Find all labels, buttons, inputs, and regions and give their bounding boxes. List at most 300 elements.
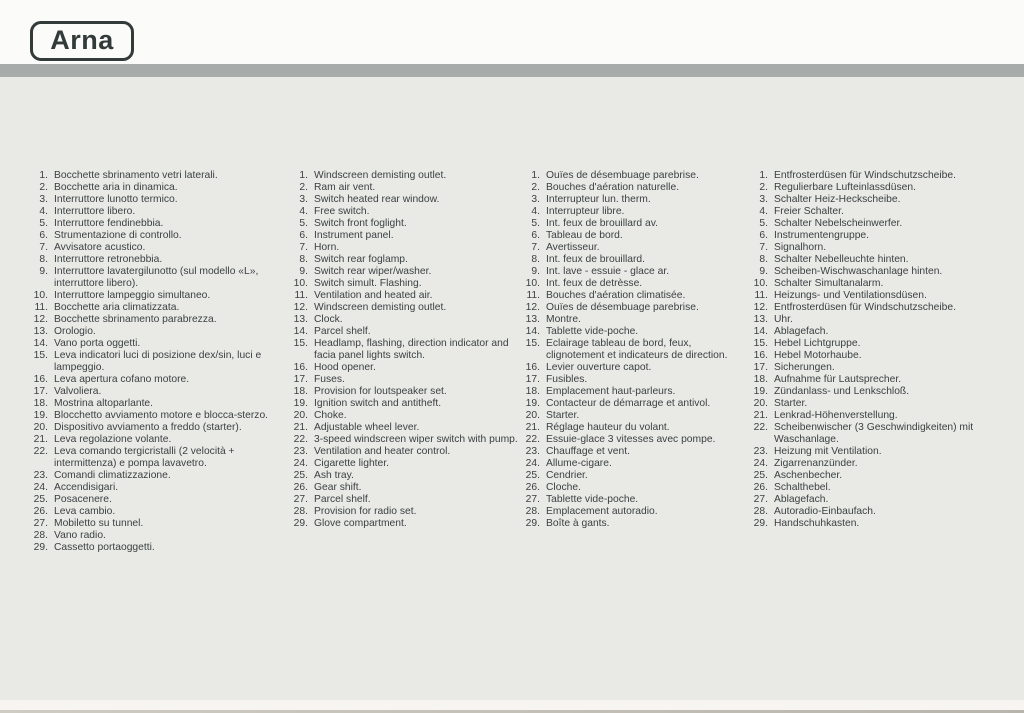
item-text: Interrupteur libre. <box>546 206 625 217</box>
list-item <box>748 290 1012 302</box>
list-item <box>748 194 1012 206</box>
list-item <box>520 290 748 302</box>
item-number: 21. <box>525 422 540 433</box>
list-item <box>288 362 520 374</box>
list-item <box>520 302 748 314</box>
item-text: Ablagefach. <box>774 326 829 337</box>
item-number: 27. <box>525 494 540 505</box>
item-number: 10. <box>33 290 48 301</box>
item-text: Clock. <box>314 314 343 325</box>
item-number: 6. <box>759 230 768 241</box>
list-item <box>288 470 520 482</box>
item-number: 28. <box>293 506 308 517</box>
item-text: Hebel Lichtgruppe. <box>774 338 861 349</box>
item-number: 10. <box>753 278 768 289</box>
list-item <box>288 290 520 302</box>
item-text: Comandi climatizzazione. <box>54 470 171 481</box>
item-number: 18. <box>33 398 48 409</box>
item-number: 7. <box>759 242 768 253</box>
list-item <box>288 182 520 194</box>
item-text: Glove compartment. <box>314 518 407 529</box>
item-text: Leva apertura cofano motore. <box>54 374 190 385</box>
item-number: 2. <box>759 182 768 193</box>
list-item <box>288 314 520 326</box>
item-text: Instrument panel. <box>314 230 394 241</box>
item-text: Interruttore libero. <box>54 206 136 217</box>
list-item <box>520 206 748 218</box>
arna-logo <box>30 21 134 61</box>
item-number: 21. <box>753 410 768 421</box>
list-item <box>748 278 1012 290</box>
list-item <box>520 182 748 194</box>
list-item <box>288 338 520 362</box>
list-item <box>288 374 520 386</box>
list-item <box>520 266 748 278</box>
item-number: 24. <box>525 458 540 469</box>
list-item <box>28 182 282 194</box>
list-item <box>288 230 520 242</box>
item-text: Gear shift. <box>314 482 362 493</box>
item-text: Tableau de bord. <box>546 230 623 241</box>
item-text: Ventilation and heater control. <box>314 446 451 457</box>
list-item <box>288 482 520 494</box>
item-number: 6. <box>39 230 48 241</box>
item-number: 2. <box>531 182 540 193</box>
list-item <box>28 434 282 446</box>
list-item <box>28 302 282 314</box>
item-number: 8. <box>759 254 768 265</box>
item-number: 22. <box>293 434 308 445</box>
item-text: Mobiletto su tunnel. <box>54 518 144 529</box>
item-text: Cloche. <box>546 482 581 493</box>
item-number: 17. <box>293 374 308 385</box>
item-text: Strumentazione di controllo. <box>54 230 182 241</box>
list-item <box>520 278 748 290</box>
item-number: 26. <box>33 506 48 517</box>
list-item <box>28 542 282 554</box>
list-item <box>748 458 1012 470</box>
list-item <box>520 386 748 398</box>
list-item <box>288 422 520 434</box>
list-item <box>28 218 282 230</box>
item-number: 5. <box>299 218 308 229</box>
item-number: 12. <box>525 302 540 313</box>
item-number: 4. <box>759 206 768 217</box>
list-item <box>288 266 520 278</box>
item-number: 15. <box>33 350 48 361</box>
list-item <box>288 506 520 518</box>
item-number: 17. <box>33 386 48 397</box>
item-text: Uhr. <box>774 314 793 325</box>
list-item <box>28 230 282 242</box>
item-text: Bocchette aria climatizzata. <box>54 302 180 313</box>
item-text: Essuie-glace 3 vitesses avec pompe. <box>546 434 716 445</box>
list-item <box>28 482 282 494</box>
item-text: Leva indicatori luci di posizione dex/sin, luci e lampeggio. <box>54 350 262 373</box>
list-item <box>520 494 748 506</box>
item-text: Levier ouverture capot. <box>546 362 652 373</box>
item-text: Zigarrenanzünder. <box>774 458 858 469</box>
list-item <box>288 446 520 458</box>
list-item <box>520 338 748 362</box>
item-text: Free switch. <box>314 206 370 217</box>
item-number: 7. <box>299 242 308 253</box>
item-text: Parcel shelf. <box>314 494 371 505</box>
item-text: Tablette vide-poche. <box>546 326 639 337</box>
list-item <box>288 518 520 530</box>
item-number: 1. <box>531 170 540 181</box>
list-item <box>288 458 520 470</box>
divider-bar <box>0 64 1024 77</box>
item-text: Adjustable wheel lever. <box>314 422 420 433</box>
list-item <box>520 194 748 206</box>
item-text: Entfrosterdüsen für Windschutzscheibe. <box>774 170 957 181</box>
item-text: Provision for loutspeaker set. <box>314 386 447 397</box>
list-item <box>748 350 1012 362</box>
item-text: Interruttore retronebbia. <box>54 254 163 265</box>
item-number: 29. <box>525 518 540 529</box>
list-item <box>748 314 1012 326</box>
item-text: Vano radio. <box>54 530 106 541</box>
item-text: Blocchetto avviamento motore e blocca-sterzo. <box>54 410 269 421</box>
item-text: Ouïes de désembuage parebrise. <box>546 170 699 181</box>
item-number: 24. <box>753 458 768 469</box>
list-item <box>748 338 1012 350</box>
item-text: Tablette vide-poche. <box>546 494 639 505</box>
item-text: Cassetto portaoggetti. <box>54 542 155 553</box>
item-text: Heizungs- und Ventilationsdüsen. <box>774 290 927 301</box>
item-number: 19. <box>525 398 540 409</box>
item-number: 26. <box>753 482 768 493</box>
page-header <box>0 0 1024 64</box>
list-item <box>288 170 520 182</box>
item-text: Windscreen demisting outlet. <box>314 302 447 313</box>
item-text: Starter. <box>546 410 580 421</box>
item-number: 25. <box>525 470 540 481</box>
list-item <box>288 410 520 422</box>
item-number: 16. <box>525 362 540 373</box>
item-number: 21. <box>33 434 48 445</box>
item-number: 3. <box>531 194 540 205</box>
item-text: Allume-cigare. <box>546 458 612 469</box>
item-number: 2. <box>299 182 308 193</box>
item-number: 14. <box>525 326 540 337</box>
list-item <box>28 422 282 434</box>
item-number: 11. <box>34 302 48 313</box>
item-number: 4. <box>299 206 308 217</box>
list-item <box>748 182 1012 194</box>
list-item <box>28 470 282 482</box>
list-item <box>288 398 520 410</box>
list-item <box>520 470 748 482</box>
list-item <box>520 506 748 518</box>
list-item <box>748 242 1012 254</box>
item-number: 21. <box>293 422 308 433</box>
list-item <box>28 386 282 398</box>
item-text: Ouïes de désembuage parebrise. <box>546 302 699 313</box>
item-number: 24. <box>293 458 308 469</box>
item-number: 5. <box>39 218 48 229</box>
item-number: 8. <box>531 254 540 265</box>
item-text: Cendrier. <box>546 470 588 481</box>
item-text: Montre. <box>546 314 581 325</box>
list-item <box>28 170 282 182</box>
item-number: 18. <box>753 374 768 385</box>
item-number: 25. <box>33 494 48 505</box>
item-text: Hebel Motorhaube. <box>774 350 862 361</box>
list-item <box>28 254 282 266</box>
item-number: 2. <box>39 182 48 193</box>
item-number: 18. <box>525 386 540 397</box>
item-number: 1. <box>39 170 48 181</box>
item-text: Headlamp, flashing, direction indicator and facia panel lights switch. <box>314 338 509 361</box>
item-number: 24. <box>33 482 48 493</box>
item-text: 3-speed windscreen wiper switch with pump. <box>314 434 518 445</box>
item-text: Int. feux de detrèsse. <box>546 278 643 289</box>
list-item <box>748 254 1012 266</box>
list-item <box>28 410 282 422</box>
list-item <box>28 242 282 254</box>
list-item <box>748 398 1012 410</box>
list-item <box>748 446 1012 458</box>
item-number: 3. <box>299 194 308 205</box>
list-item <box>288 494 520 506</box>
list-item <box>520 422 748 434</box>
list-item <box>748 410 1012 422</box>
item-number: 10. <box>525 278 540 289</box>
item-text: Signalhorn. <box>774 242 827 253</box>
item-number: 5. <box>531 218 540 229</box>
list-item <box>520 170 748 182</box>
item-number: 13. <box>293 314 308 325</box>
list-item <box>748 170 1012 182</box>
column-english <box>288 170 520 530</box>
item-text: Switch simult. Flashing. <box>314 278 422 289</box>
item-text: Int. feux de brouillard av. <box>546 218 658 229</box>
item-number: 16. <box>293 362 308 373</box>
item-text: Switch front foglight. <box>314 218 407 229</box>
item-number: 6. <box>531 230 540 241</box>
item-text: Schalthebel. <box>774 482 831 493</box>
item-text: Hood opener. <box>314 362 376 373</box>
item-text: Posacenere. <box>54 494 112 505</box>
item-number: 19. <box>293 398 308 409</box>
item-number: 23. <box>293 446 308 457</box>
item-number: 4. <box>531 206 540 217</box>
item-number: 23. <box>33 470 48 481</box>
item-text: Windscreen demisting outlet. <box>314 170 447 181</box>
item-text: Contacteur de démarrage et antivol. <box>546 398 711 409</box>
item-number: 22. <box>753 422 768 433</box>
item-text: Interruttore lavatergilunotto (sul modello «L», interruttore libero). <box>54 266 259 289</box>
item-number: 11. <box>526 290 540 301</box>
item-text: Sicherungen. <box>774 362 835 373</box>
item-text: Boîte à gants. <box>546 518 610 529</box>
item-number: 14. <box>33 338 48 349</box>
item-text: Orologio. <box>54 326 96 337</box>
item-text: Autoradio-Einbaufach. <box>774 506 876 517</box>
item-number: 15. <box>753 338 768 349</box>
item-text: Switch rear wiper/washer. <box>314 266 432 277</box>
item-text: Fusibles. <box>546 374 588 385</box>
item-number: 19. <box>753 386 768 397</box>
list-item <box>748 518 1012 530</box>
list-item <box>748 218 1012 230</box>
item-text: Bocchette aria in dinamica. <box>54 182 178 193</box>
list-item <box>288 326 520 338</box>
brand-name: Arna <box>50 24 114 55</box>
item-number: 4. <box>39 206 48 217</box>
item-text: Switch heated rear window. <box>314 194 440 205</box>
item-text: Zündanlass- und Lenkschloß. <box>774 386 910 397</box>
list-item <box>748 482 1012 494</box>
item-text: Heizung mit Ventilation. <box>774 446 882 457</box>
list-item <box>520 482 748 494</box>
list-item <box>748 230 1012 242</box>
item-text: Cigarette lighter. <box>314 458 389 469</box>
item-text: Freier Schalter. <box>774 206 844 217</box>
item-text: Schalter Nebelleuchte hinten. <box>774 254 909 265</box>
item-text: Interruttore lampeggio simultaneo. <box>54 290 211 301</box>
item-text: Bouches d'aération naturelle. <box>546 182 680 193</box>
item-number: 26. <box>525 482 540 493</box>
item-number: 27. <box>753 494 768 505</box>
list-item <box>520 326 748 338</box>
list-item <box>748 374 1012 386</box>
item-text: Instrumentengruppe. <box>774 230 870 241</box>
list-item <box>288 206 520 218</box>
item-text: Ram air vent. <box>314 182 376 193</box>
list-item <box>28 446 282 470</box>
list-item <box>28 194 282 206</box>
scan-bottom-margin <box>0 700 1024 710</box>
item-text: Ash tray. <box>314 470 354 481</box>
list-item <box>748 422 1012 446</box>
list-item <box>28 374 282 386</box>
item-number: 1. <box>759 170 768 181</box>
item-number: 13. <box>753 314 768 325</box>
item-number: 13. <box>33 326 48 337</box>
item-number: 9. <box>39 266 48 277</box>
list-item <box>28 530 282 542</box>
item-text: Scheiben-Wischwaschanlage hinten. <box>774 266 943 277</box>
item-text: Interruttore lunotto termico. <box>54 194 178 205</box>
item-text: Scheibenwischer (3 Geschwindigkeiten) mit Waschanlage. <box>774 422 974 445</box>
item-number: 16. <box>33 374 48 385</box>
item-text: Parcel shelf. <box>314 326 371 337</box>
item-number: 29. <box>293 518 308 529</box>
item-text: Ventilation and heated air. <box>314 290 433 301</box>
list-item <box>28 494 282 506</box>
column-french <box>520 170 748 530</box>
item-number: 8. <box>299 254 308 265</box>
item-number: 20. <box>753 398 768 409</box>
column-italian <box>28 170 282 554</box>
item-text: Leva regolazione volante. <box>54 434 172 445</box>
item-number: 26. <box>293 482 308 493</box>
item-number: 14. <box>293 326 308 337</box>
item-number: 15. <box>293 338 308 349</box>
item-number: 29. <box>33 542 48 553</box>
list-item <box>748 386 1012 398</box>
item-number: 6. <box>299 230 308 241</box>
item-text: Entfrosterdüsen für Windschutzscheibe. <box>774 302 957 313</box>
item-number: 9. <box>531 266 540 277</box>
list-item <box>520 254 748 266</box>
item-number: 28. <box>525 506 540 517</box>
list-item <box>28 338 282 350</box>
item-number: 15. <box>525 338 540 349</box>
item-number: 3. <box>39 194 48 205</box>
list-item <box>520 242 748 254</box>
item-number: 11. <box>294 290 308 301</box>
item-number: 7. <box>531 242 540 253</box>
list-item <box>748 470 1012 482</box>
list-item <box>520 314 748 326</box>
item-number: 17. <box>753 362 768 373</box>
item-text: Réglage hauteur du volant. <box>546 422 670 433</box>
item-text: Switch rear foglamp. <box>314 254 408 265</box>
item-number: 10. <box>293 278 308 289</box>
item-number: 1. <box>299 170 308 181</box>
item-number: 12. <box>293 302 308 313</box>
item-number: 20. <box>525 410 540 421</box>
item-number: 16. <box>753 350 768 361</box>
list-item <box>288 278 520 290</box>
list-item <box>520 434 748 446</box>
item-number: 22. <box>525 434 540 445</box>
item-text: Fuses. <box>314 374 345 385</box>
item-number: 17. <box>525 374 540 385</box>
list-item <box>28 518 282 530</box>
item-number: 12. <box>753 302 768 313</box>
list-item <box>288 254 520 266</box>
list-item <box>28 266 282 290</box>
item-number: 13. <box>525 314 540 325</box>
item-text: Bocchette sbrinamento vetri laterali. <box>54 170 218 181</box>
list-item <box>748 506 1012 518</box>
item-text: Provision for radio set. <box>314 506 417 517</box>
list-item <box>748 362 1012 374</box>
item-text: Choke. <box>314 410 347 421</box>
list-item <box>520 458 748 470</box>
item-text: Aufnahme für Lautsprecher. <box>774 374 902 385</box>
item-text: Int. lave - essuie - glace ar. <box>546 266 670 277</box>
item-number: 25. <box>753 470 768 481</box>
item-number: 20. <box>293 410 308 421</box>
item-text: Ignition switch and antitheft. <box>314 398 442 409</box>
item-number: 23. <box>753 446 768 457</box>
list-item <box>28 506 282 518</box>
item-number: 12. <box>33 314 48 325</box>
list-item <box>748 302 1012 314</box>
item-number: 14. <box>753 326 768 337</box>
item-text: Mostrina altoparlante. <box>54 398 154 409</box>
item-text: Eclairage tableau de bord, feux, clignotement et indicateurs de direction. <box>546 338 728 361</box>
item-text: Bocchette sbrinamento parabrezza. <box>54 314 217 325</box>
list-item <box>748 266 1012 278</box>
list-item <box>748 326 1012 338</box>
list-item <box>520 374 748 386</box>
item-number: 9. <box>759 266 768 277</box>
item-number: 28. <box>33 530 48 541</box>
item-text: Starter. <box>774 398 808 409</box>
list-item <box>28 350 282 374</box>
item-text: Interruttore fendinebbia. <box>54 218 164 229</box>
item-text: Int. feux de brouillard. <box>546 254 646 265</box>
item-text: Leva comando tergicristalli (2 velocità + intermittenza) e pompa lavavetro. <box>54 446 235 469</box>
item-number: 25. <box>293 470 308 481</box>
